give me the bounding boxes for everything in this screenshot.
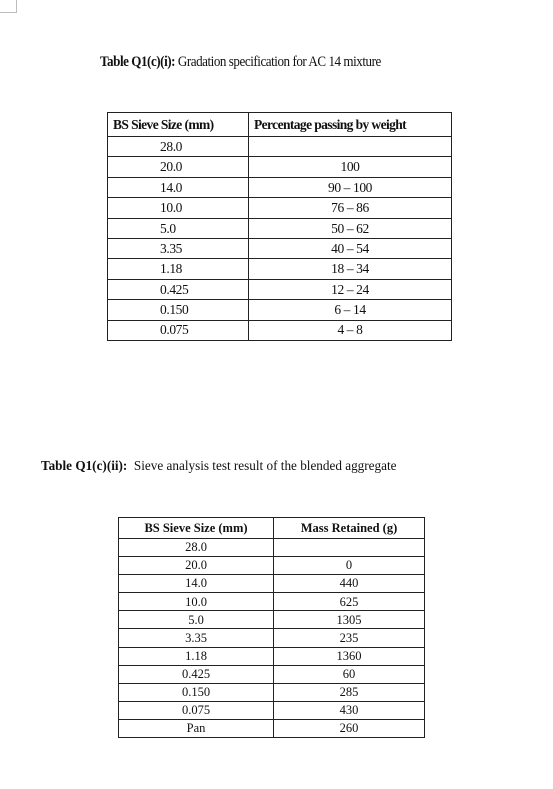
table-2-caption-label: Table Q1(c)(ii): [41, 458, 128, 473]
sieve-size-cell: 5.0 [108, 218, 249, 238]
value-cell: 0 [274, 557, 425, 575]
table-row [108, 177, 452, 197]
table-row [108, 279, 452, 299]
sieve-size-cell: 0.075 [119, 701, 274, 719]
table-2-caption-text: Sieve analysis test result of the blended aggregate [127, 458, 397, 473]
table-row [108, 259, 452, 279]
value-cell: 90 – 100 [249, 177, 452, 197]
table-1-caption-label: Table Q1(c)(i): [100, 54, 176, 70]
sieve-size-cell: 28.0 [119, 539, 274, 557]
table-row [108, 157, 452, 177]
table-1-caption [100, 54, 381, 71]
table-row [108, 320, 452, 340]
table-row [119, 683, 425, 701]
value-cell: 40 – 54 [249, 238, 452, 258]
value-cell: 440 [274, 575, 425, 593]
table-header-row [119, 518, 425, 539]
sieve-size-cell: 5.0 [119, 611, 274, 629]
sieve-size-cell: 0.425 [108, 279, 249, 299]
sieve-size-cell: 0.150 [119, 683, 274, 701]
header-sieve-size: BS Sieve Size (mm) [119, 518, 274, 539]
table-row [119, 701, 425, 719]
page-corner-mark [0, 0, 17, 13]
value-cell: 235 [274, 629, 425, 647]
sieve-size-cell: 20.0 [108, 157, 249, 177]
value-cell: 430 [274, 701, 425, 719]
sieve-size-cell: Pan [119, 719, 274, 737]
value-cell: 100 [249, 157, 452, 177]
value-cell: 6 – 14 [249, 300, 452, 320]
table-row [119, 629, 425, 647]
table-row [108, 218, 452, 238]
value-cell: 60 [274, 665, 425, 683]
table-row [119, 557, 425, 575]
table-2-caption [41, 458, 397, 474]
sieve-size-cell: 20.0 [119, 557, 274, 575]
value-cell: 18 – 34 [249, 259, 452, 279]
value-cell: 12 – 24 [249, 279, 452, 299]
table-row [108, 198, 452, 218]
table-row [119, 593, 425, 611]
value-cell [249, 137, 452, 157]
table-row [108, 137, 452, 157]
header-sieve-size: BS Sieve Size (mm) [108, 113, 249, 137]
sieve-size-cell: 0.425 [119, 665, 274, 683]
value-cell: 50 – 62 [249, 218, 452, 238]
value-cell: 4 – 8 [249, 320, 452, 340]
gradation-specification-table [107, 112, 452, 341]
sieve-size-cell: 0.150 [108, 300, 249, 320]
value-cell: 625 [274, 593, 425, 611]
table-1-caption-text: Gradation specification for AC 14 mixture [175, 54, 381, 70]
table-row [119, 665, 425, 683]
sieve-size-cell: 14.0 [119, 575, 274, 593]
table-row [119, 611, 425, 629]
sieve-size-cell: 3.35 [108, 238, 249, 258]
value-cell: 1305 [274, 611, 425, 629]
sieve-size-cell: 3.35 [119, 629, 274, 647]
value-cell: 285 [274, 683, 425, 701]
sieve-size-cell: 1.18 [119, 647, 274, 665]
table-row [119, 647, 425, 665]
table-row [119, 719, 425, 737]
header-percentage-passing: Percentage passing by weight [249, 113, 452, 137]
sieve-size-cell: 1.18 [108, 259, 249, 279]
sieve-size-cell: 28.0 [108, 137, 249, 157]
value-cell [274, 539, 425, 557]
value-cell: 260 [274, 719, 425, 737]
table-header-row [108, 113, 452, 137]
table-row [119, 575, 425, 593]
table-row [108, 300, 452, 320]
sieve-size-cell: 14.0 [108, 177, 249, 197]
table-row [119, 539, 425, 557]
value-cell: 76 – 86 [249, 198, 452, 218]
value-cell: 1360 [274, 647, 425, 665]
header-mass-retained: Mass Retained (g) [274, 518, 425, 539]
table-row [108, 238, 452, 258]
sieve-analysis-table [118, 517, 425, 738]
sieve-size-cell: 10.0 [119, 593, 274, 611]
sieve-size-cell: 0.075 [108, 320, 249, 340]
sieve-size-cell: 10.0 [108, 198, 249, 218]
